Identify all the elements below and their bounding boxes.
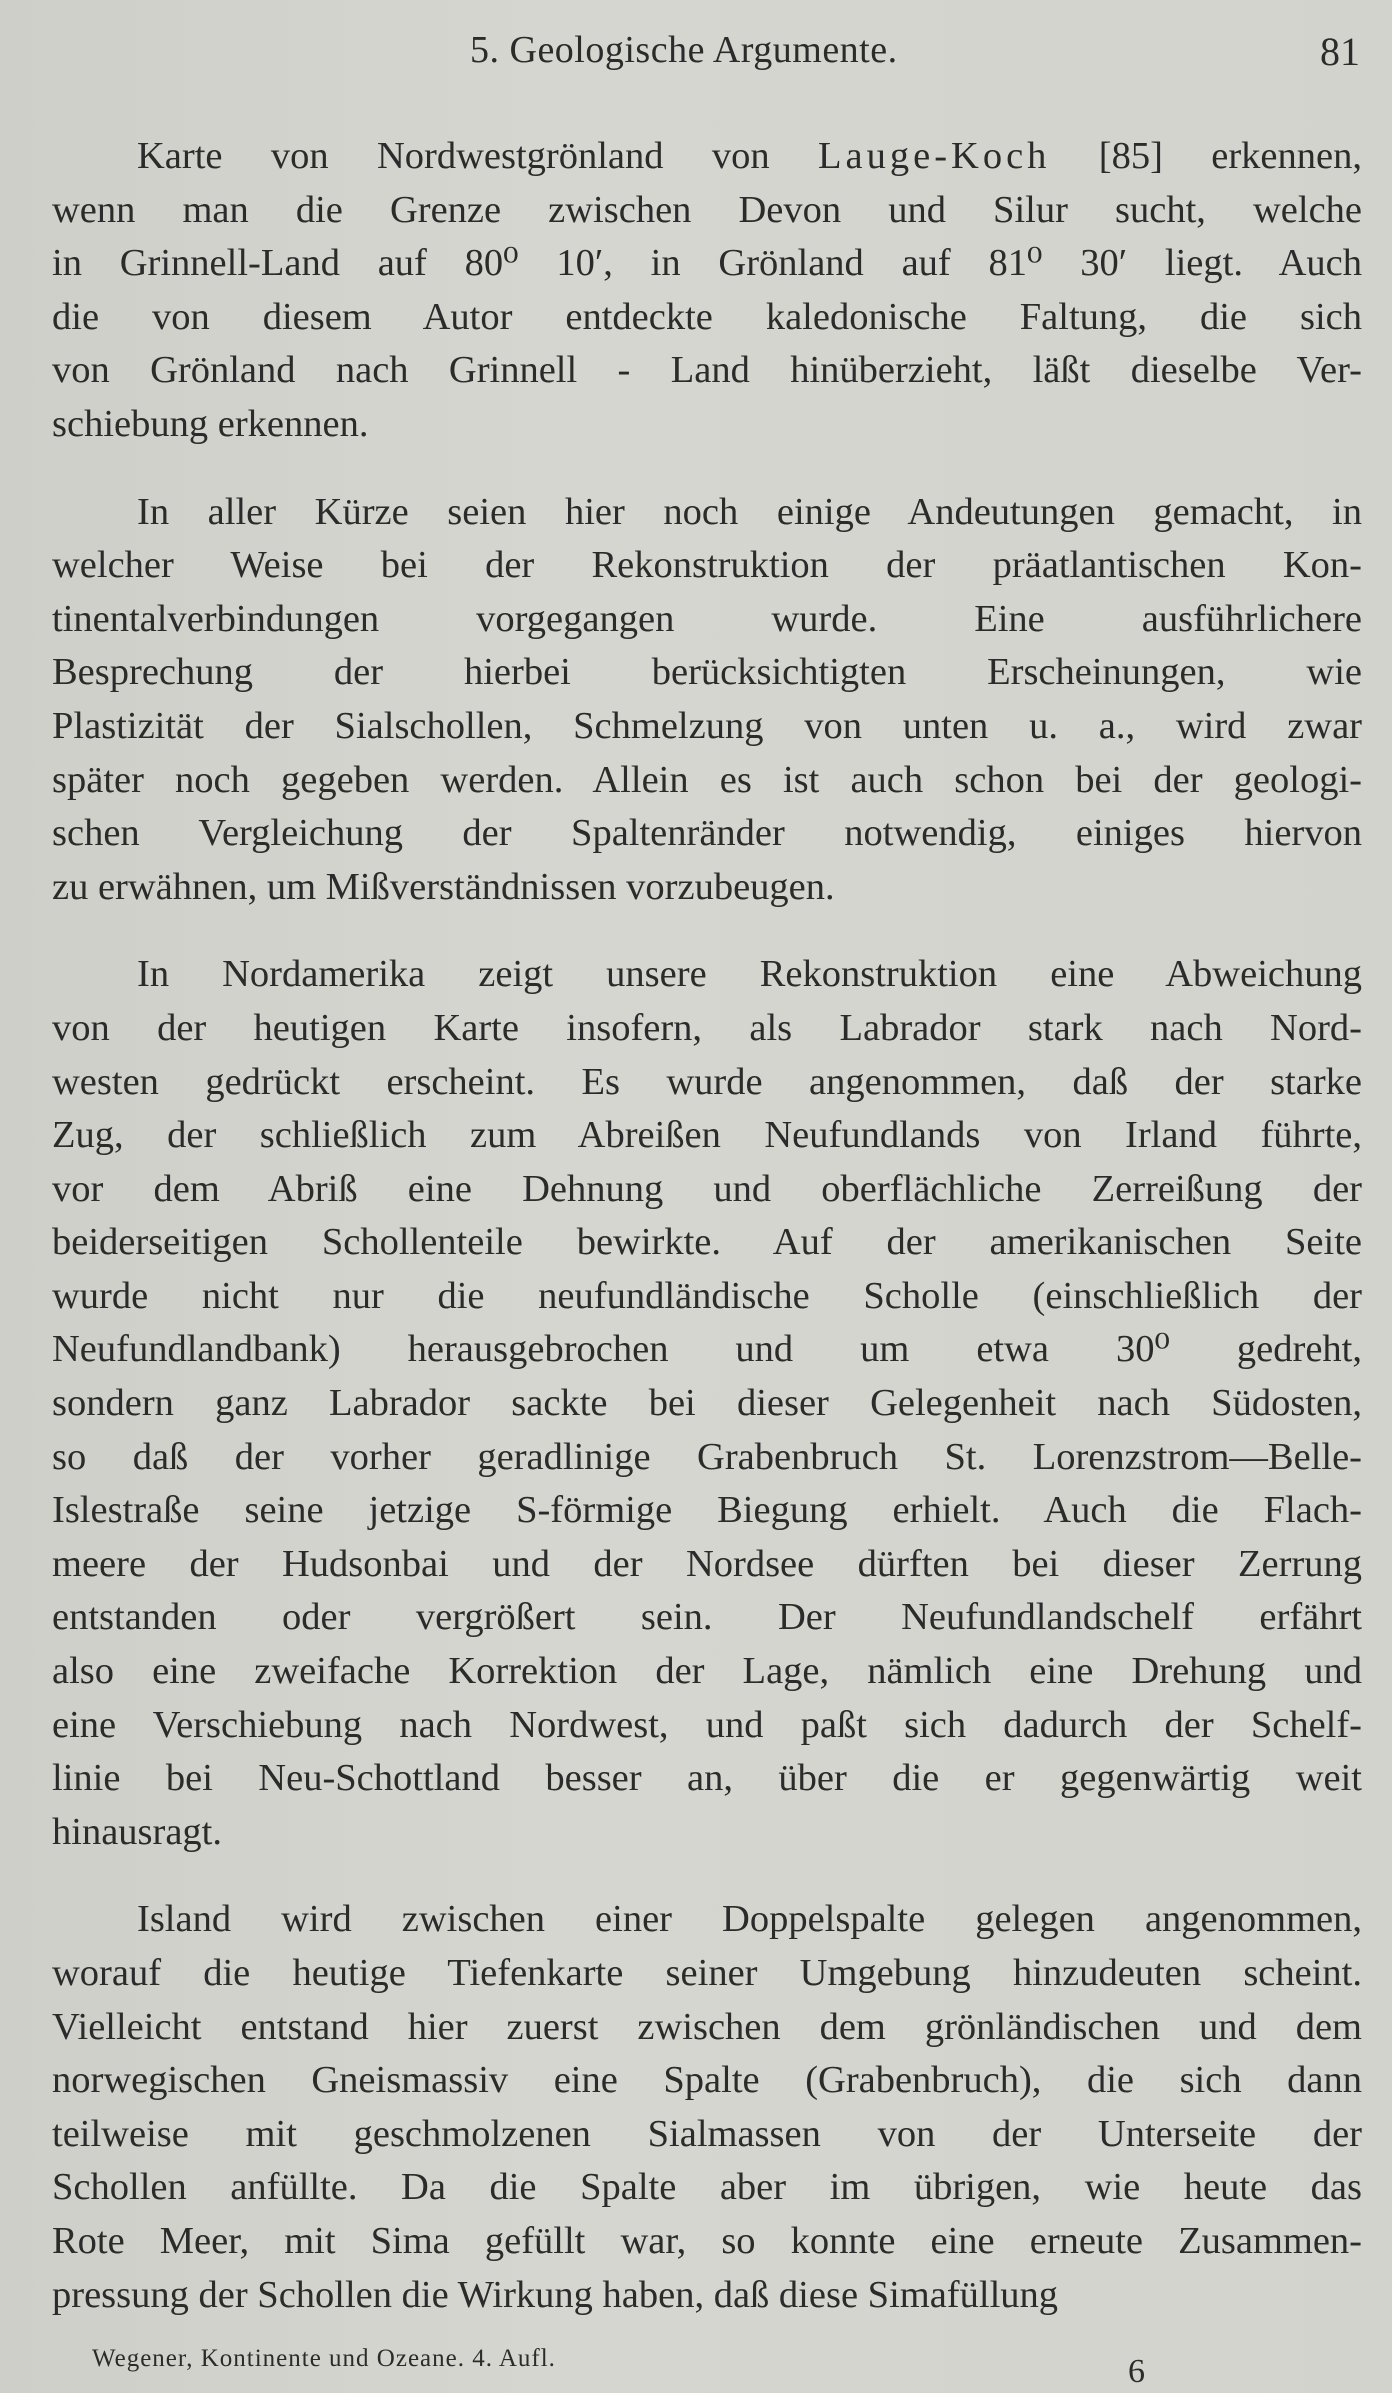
text-line bbox=[52, 2001, 1362, 2055]
text-line bbox=[52, 646, 1362, 700]
text-line bbox=[52, 2161, 1362, 2215]
text-line bbox=[52, 237, 1362, 291]
text-segment: schen Vergleichung der Spaltenränder notwendig, einiges hiervon bbox=[52, 812, 1362, 855]
text-segment: [85] erkennen, bbox=[1050, 135, 1362, 177]
text-segment: wenn man die Grenze zwischen Devon und Silur sucht, welche bbox=[52, 188, 1362, 231]
text-line bbox=[52, 1163, 1362, 1217]
text-segment: von der heutigen Karte insofern, als Labrador stark nach Nord- bbox=[52, 1006, 1362, 1049]
text-line bbox=[52, 1377, 1362, 1431]
text-line bbox=[52, 184, 1362, 238]
chapter-title: 5. Geologische Argumente. bbox=[470, 29, 898, 71]
text-line bbox=[52, 1216, 1362, 1270]
text-line bbox=[52, 1270, 1362, 1324]
text-line bbox=[52, 1591, 1362, 1645]
text-line bbox=[52, 2108, 1362, 2162]
text-line bbox=[52, 1699, 1362, 1753]
text-segment: Islestraße seine jetzige S-förmige Biegung erhielt. Auch die Flach- bbox=[52, 1489, 1362, 1532]
page-number: 81 bbox=[1320, 29, 1360, 74]
text-line bbox=[52, 807, 1362, 861]
text-line bbox=[52, 486, 1362, 540]
text-line bbox=[52, 2269, 1362, 2323]
text-line bbox=[52, 1645, 1362, 1699]
text-segment: norwegischen Gneismassiv eine Spalte (Grabenbruch), die sich dann bbox=[52, 2059, 1362, 2102]
text-line bbox=[52, 1109, 1362, 1163]
text-segment: Lauge-Koch bbox=[818, 135, 1051, 177]
signature-mark: 6 bbox=[1128, 2353, 1145, 2390]
text-segment: Neufundlandbank) herausgebrochen und um etwa 30⁰ gedreht, bbox=[52, 1328, 1362, 1371]
text-line bbox=[52, 2054, 1362, 2108]
text-segment: meere der Hudsonbai und der Nordsee dürften bei dieser Zerrung bbox=[52, 1542, 1362, 1585]
text-segment: entstanden oder vergrößert sein. Der Neufundlandschelf erfährt bbox=[52, 1596, 1362, 1639]
text-segment: so daß der vorher geradlinige Grabenbruch St. Lorenzstrom—Belle- bbox=[52, 1435, 1362, 1478]
paragraph bbox=[52, 1893, 1362, 2322]
text-segment: Schollen anfüllte. Da die Spalte aber im übrigen, wie heute das bbox=[52, 2166, 1362, 2209]
text-line bbox=[52, 130, 1362, 184]
paragraph bbox=[52, 130, 1362, 452]
text-segment: später noch gegeben werden. Allein es ist auch schon bei der geologi- bbox=[52, 758, 1362, 801]
text-line bbox=[52, 593, 1362, 647]
text-line bbox=[52, 291, 1362, 345]
text-line bbox=[52, 861, 1362, 915]
text-segment: Rote Meer, mit Sima gefüllt war, so konnte eine erneute Zusammen- bbox=[52, 2219, 1362, 2262]
text-line bbox=[52, 700, 1362, 754]
text-line bbox=[52, 948, 1362, 1002]
text-segment: pressung der Schollen die Wirkung haben, daß diese Simafüllung bbox=[52, 2273, 1059, 2316]
text-segment: teilweise mit geschmolzenen Sialmassen von der Unterseite der bbox=[52, 2112, 1362, 2155]
text-line bbox=[52, 1752, 1362, 1806]
text-segment: linie bei Neu-Schottland besser an, über die er gegenwärtig weit bbox=[52, 1757, 1362, 1800]
page-footer bbox=[0, 2345, 1392, 2393]
text-segment: In Nordamerika zeigt unsere Rekonstruktion eine Abweichung bbox=[137, 953, 1362, 996]
text-segment: vor dem Abriß eine Dehnung und oberflächliche Zerreißung der bbox=[52, 1167, 1362, 1210]
text-segment: zu erwähnen, um Mißverständnissen vorzubeugen. bbox=[52, 865, 835, 908]
text-line bbox=[52, 1806, 1362, 1860]
text-segment: in Grinnell-Land auf 80⁰ 10′, in Grönland auf 81⁰ 30′ liegt. Auch bbox=[52, 242, 1362, 285]
text-line bbox=[52, 539, 1362, 593]
text-line bbox=[52, 1323, 1362, 1377]
text-line bbox=[52, 398, 1362, 452]
text-segment: Plastizität der Sialschollen, Schmelzung von unten u. a., wird zwar bbox=[52, 704, 1362, 747]
text-line bbox=[52, 1002, 1362, 1056]
text-line bbox=[52, 1431, 1362, 1485]
text-line bbox=[52, 344, 1362, 398]
text-segment: Vielleicht entstand hier zuerst zwischen dem grönländischen und dem bbox=[52, 2005, 1362, 2048]
text-segment: sondern ganz Labrador sackte bei dieser Gelegenheit nach Südosten, bbox=[52, 1382, 1362, 1425]
text-line bbox=[52, 1538, 1362, 1592]
text-segment: von Grönland nach Grinnell - Land hinüberzieht, läßt dieselbe Ver- bbox=[52, 349, 1362, 392]
text-segment: eine Verschiebung nach Nordwest, und paßt sich dadurch der Schelf- bbox=[52, 1703, 1362, 1746]
text-line bbox=[52, 1947, 1362, 2001]
text-line bbox=[52, 1484, 1362, 1538]
text-line bbox=[52, 754, 1362, 808]
text-line bbox=[52, 2215, 1362, 2269]
body-text bbox=[52, 130, 1362, 2356]
source-line: Wegener, Kontinente und Ozeane. 4. Aufl. bbox=[92, 2345, 556, 2372]
text-segment: welcher Weise bei der Rekonstruktion der präatlantischen Kon- bbox=[52, 544, 1362, 587]
text-segment: also eine zweifache Korrektion der Lage, nämlich eine Drehung und bbox=[52, 1650, 1362, 1693]
paragraph bbox=[52, 948, 1362, 1859]
text-segment: Zug, der schließlich zum Abreißen Neufundlands von Irland führte, bbox=[52, 1114, 1362, 1157]
text-segment: Karte von Nordwestgrönland von bbox=[137, 135, 818, 177]
text-segment: tinentalverbindungen vorgegangen wurde. Eine ausführlichere bbox=[52, 597, 1362, 640]
text-segment: westen gedrückt erscheint. Es wurde angenommen, daß der starke bbox=[52, 1060, 1362, 1103]
text-segment: In aller Kürze seien hier noch einige Andeutungen gemacht, in bbox=[137, 490, 1362, 533]
text-segment: wurde nicht nur die neufundländische Scholle (einschließlich der bbox=[52, 1274, 1362, 1317]
running-header bbox=[0, 28, 1392, 88]
text-segment: Besprechung der hierbei berücksichtigten Erscheinungen, wie bbox=[52, 651, 1362, 694]
text-segment: die von diesem Autor entdeckte kaledonische Faltung, die sich bbox=[52, 295, 1362, 338]
text-segment: worauf die heutige Tiefenkarte seiner Umgebung hinzudeuten scheint. bbox=[52, 1952, 1362, 1994]
text-segment: Island wird zwischen einer Doppelspalte gelegen angenommen, bbox=[137, 1898, 1362, 1941]
text-segment: schiebung erkennen. bbox=[52, 402, 369, 445]
text-line bbox=[52, 1893, 1362, 1947]
text-line bbox=[52, 1056, 1362, 1110]
text-segment: hinausragt. bbox=[52, 1810, 222, 1853]
text-segment: beiderseitigen Schollenteile bewirkte. Auf der amerikanischen Seite bbox=[52, 1221, 1362, 1264]
paragraph bbox=[52, 486, 1362, 915]
